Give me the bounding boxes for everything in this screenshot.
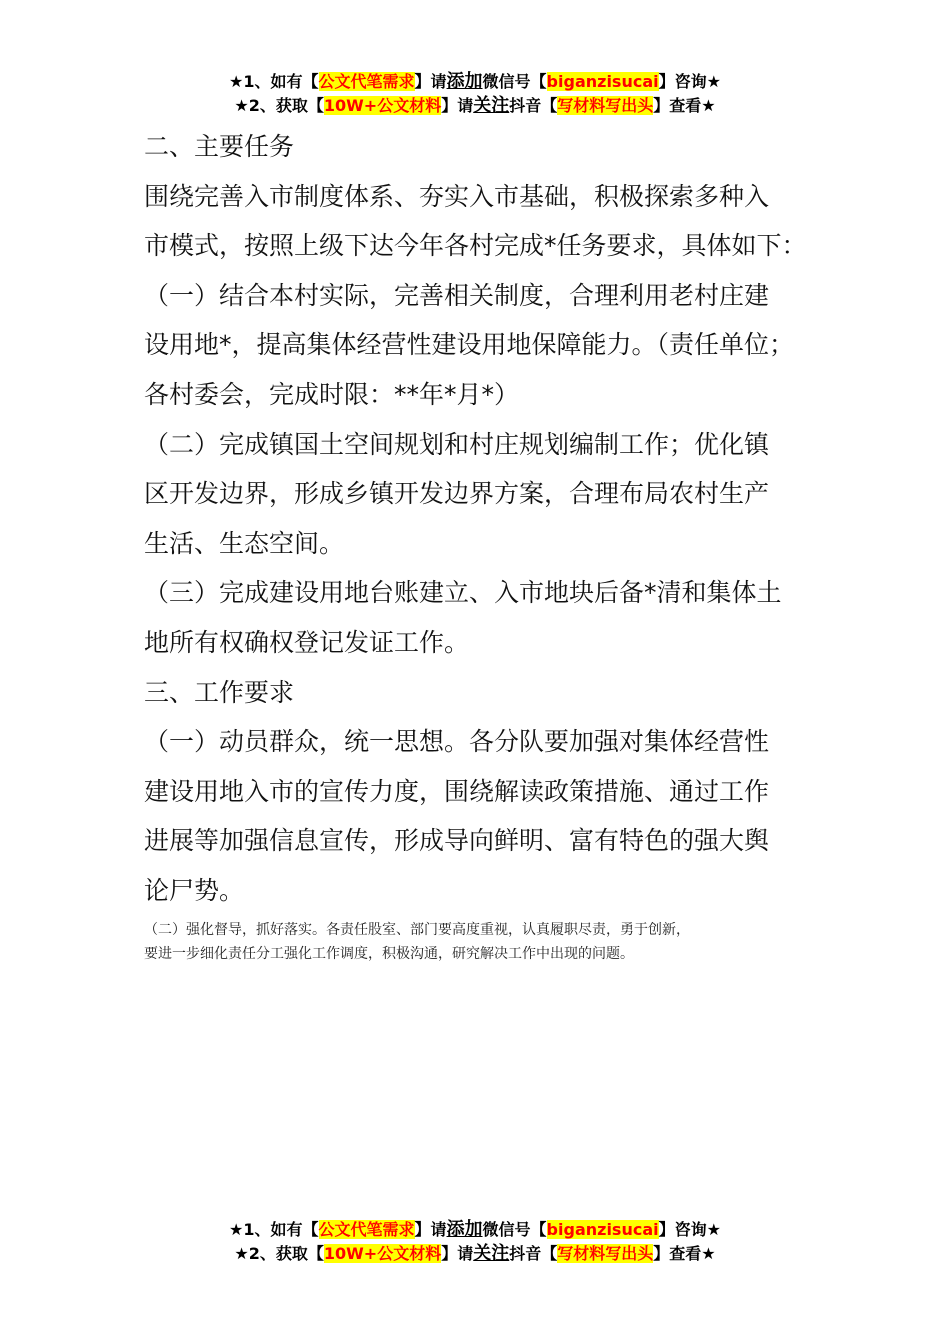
star-icon: ★ bbox=[234, 1244, 249, 1263]
highlight-service: 公文代笔需求 bbox=[318, 1220, 415, 1239]
body-line: 区开发边界，形成乡镇开发边界方案，合理布局农村生产 bbox=[144, 479, 770, 509]
body-line: 设用地*，提高集体经营性建设用地保障能力。（责任单位； bbox=[144, 330, 795, 360]
banner-line-1 bbox=[0, 1218, 950, 1242]
small-line: 要进一步细化责任分工强化工作调度，积极沟通，研究解决工作中出现的问题。 bbox=[144, 946, 634, 962]
banner-text: 微信号【 bbox=[482, 1220, 547, 1239]
highlight-douyin-account: 写材料写出头 bbox=[557, 1244, 654, 1263]
body-line: 进展等加强信息宣传，形成导向鲜明、富有特色的强大舆 bbox=[144, 826, 770, 856]
banner-text: 2、获取【 bbox=[248, 1244, 324, 1263]
star-icon: ★ bbox=[706, 1220, 721, 1239]
section-heading: 二、主要任务 bbox=[144, 132, 295, 161]
section-heading: 三、工作要求 bbox=[144, 677, 295, 707]
underlined-add: 添加 bbox=[446, 71, 483, 92]
banner-text: 1、如有【 bbox=[243, 72, 319, 91]
underlined-follow: 关注 bbox=[473, 95, 510, 116]
body-line: 地所有权确权登记发证工作。 bbox=[144, 627, 470, 657]
body-line: 市模式，按照上级下达今年各村完成*任务要求，具体如下： bbox=[144, 231, 807, 261]
banner-text: 】请 bbox=[441, 1244, 474, 1263]
body-line: 生活、生态空间。 bbox=[144, 528, 345, 558]
banner-text: 】请 bbox=[441, 96, 474, 115]
body-line: 论尸势。 bbox=[144, 875, 245, 905]
banner-text: 】咨询 bbox=[658, 72, 707, 91]
banner-text: 】查看 bbox=[653, 96, 702, 115]
highlight-materials: 10W+公文材料 bbox=[323, 1244, 442, 1263]
star-icon: ★ bbox=[706, 72, 721, 91]
banner-text: 微信号【 bbox=[482, 72, 547, 91]
small-paragraph bbox=[144, 918, 824, 966]
body-line: （三）完成建设用地台账建立、入市地块后备*清和集体土 bbox=[144, 578, 782, 608]
banner-line-1 bbox=[0, 70, 950, 94]
banner-text: 抖音【 bbox=[509, 1244, 558, 1263]
document-body bbox=[144, 122, 844, 916]
banner-line-2 bbox=[0, 94, 950, 118]
banner-text: 】请 bbox=[414, 72, 447, 91]
star-icon: ★ bbox=[229, 72, 244, 91]
underlined-add: 添加 bbox=[446, 1219, 483, 1240]
bottom-banner bbox=[0, 1218, 950, 1266]
body-line: 建设用地入市的宣传力度，围绕解读政策措施、通过工作 bbox=[144, 776, 770, 806]
body-line: （二）完成镇国土空间规划和村庄规划编制工作；优化镇 bbox=[144, 429, 770, 459]
banner-text: 2、获取【 bbox=[248, 96, 324, 115]
body-line: 各村委会，完成时限：**年*月*） bbox=[144, 379, 520, 409]
body-line: 围绕完善入市制度体系、夯实入市基础，积极探索多种入 bbox=[144, 181, 770, 211]
banner-line-2 bbox=[0, 1242, 950, 1266]
star-icon: ★ bbox=[701, 1244, 716, 1263]
body-line: （一）动员群众，统一思想。各分队要加强对集体经营性 bbox=[144, 727, 770, 757]
highlight-wechat-id: biganzisucai bbox=[546, 1220, 659, 1239]
small-line: （二）强化督导，抓好落实。各责任股室、部门要高度重视，认真履职尽责，勇于创新， bbox=[144, 922, 690, 938]
star-icon: ★ bbox=[234, 96, 249, 115]
underlined-follow: 关注 bbox=[473, 1243, 510, 1264]
banner-text: 】请 bbox=[414, 1220, 447, 1239]
banner-text: 】咨询 bbox=[658, 1220, 707, 1239]
highlight-service: 公文代笔需求 bbox=[318, 72, 415, 91]
highlight-douyin-account: 写材料写出头 bbox=[557, 96, 654, 115]
highlight-materials: 10W+公文材料 bbox=[323, 96, 442, 115]
body-line: （一）结合本村实际，完善相关制度，合理利用老村庄建 bbox=[144, 280, 770, 310]
banner-text: 1、如有【 bbox=[243, 1220, 319, 1239]
banner-text: 】查看 bbox=[653, 1244, 702, 1263]
top-banner bbox=[0, 70, 950, 118]
star-icon: ★ bbox=[229, 1220, 244, 1239]
banner-text: 抖音【 bbox=[509, 96, 558, 115]
highlight-wechat-id: biganzisucai bbox=[546, 72, 659, 91]
star-icon: ★ bbox=[701, 96, 716, 115]
